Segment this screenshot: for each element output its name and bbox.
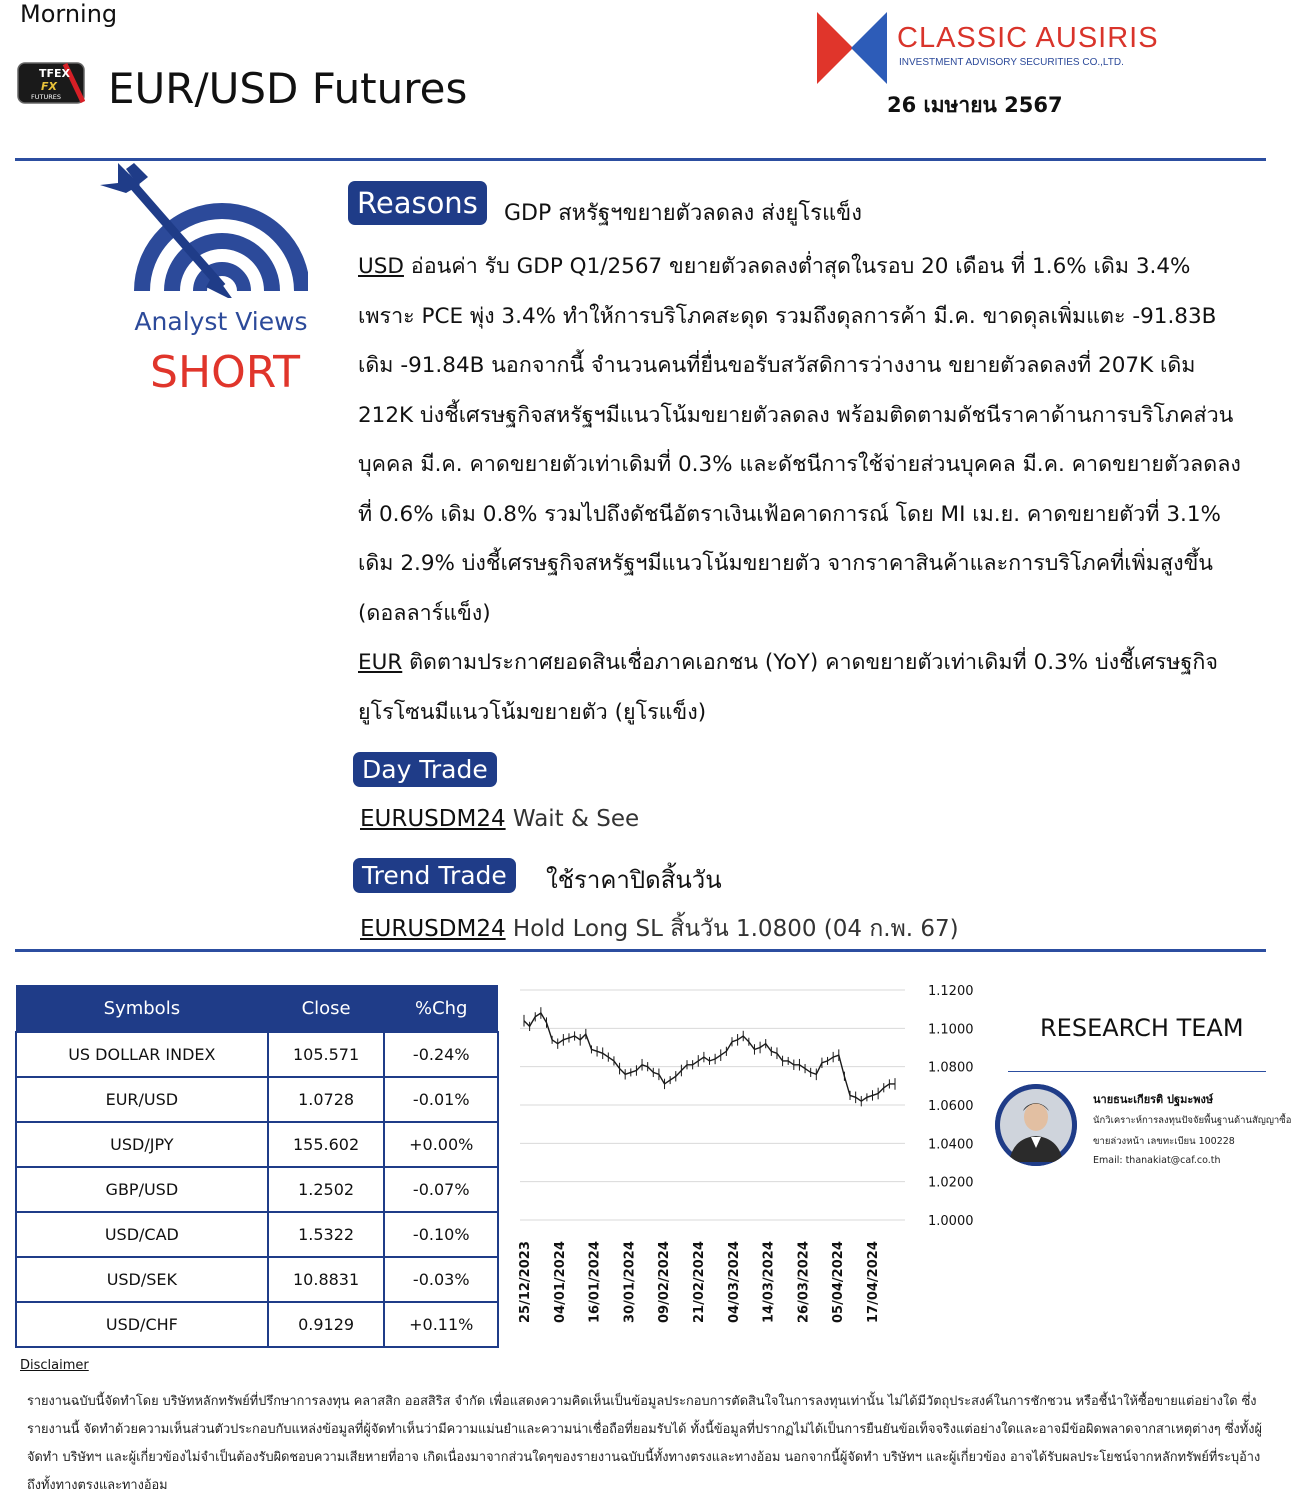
x-tick-label: 09/02/2024 <box>657 1241 673 1323</box>
tfex-logo <box>17 62 85 104</box>
day-trade-line <box>360 806 639 832</box>
reasons-pill: Reasons <box>348 181 487 225</box>
eur-symbol: EUR <box>358 650 403 675</box>
analyst-name: นายธนะเกียรติ ปฐมะพงษ์ <box>1093 1093 1214 1106</box>
trend-trade-note: ใช้ราคาปิดสิ้นวัน <box>546 866 722 894</box>
research-team-divider <box>1008 1071 1266 1072</box>
target-arrow-icon <box>96 163 308 298</box>
day-trade-action: Wait & See <box>505 806 640 832</box>
cell-close: 105.571 <box>268 1032 385 1077</box>
table-row <box>16 1032 498 1077</box>
cell-symbol: US DOLLAR INDEX <box>16 1032 268 1077</box>
x-tick-label: 21/02/2024 <box>692 1241 707 1323</box>
x-tick-label: 04/01/2024 <box>552 1241 568 1323</box>
cell-symbol: USD/JPY <box>16 1122 268 1167</box>
cell-symbol: USD/CAD <box>16 1212 268 1257</box>
y-tick-label: 1.0400 <box>928 1137 974 1153</box>
disclaimer-text: รายงานฉบับนี้จัดทำโดย บริษัทหลักทรัพย์ที่ปรึกษาการลงทุน คลาสสิก ออสสิริส จำกัด เพื่อแสดงความคิดเห็นเป็นข้อมูลประกอบการตัดสินใจในการลงทุนเท่านั้น ไม่ได้มีวัตถุประสงค์ในการชักชวน หรือชี้นำให้ซื้อขายแต่อย่างใด ซึ่งรายงานนี้ จัดทำด้วยความเห็นส่วนตัวประกอบกับแหล่งข้อมูลที่ผู้จัดทำเห็นว่ามีความแม่นยำและความน่าเชื่อถือที่ยอมรับได้ ทั้งนี้ข้อมูลที่ปรากฏไม่ได้เป็นการยืนยันข้อเท็จจริงแต่อย่างใดและอาจมีข้อผิดพลาดจากสาเหตุต่างๆ ซึ่งทั้งผู้จัดทำ บริษัทฯ และผู้เกี่ยวข้องไม่จำเป็นต้องรับผิดชอบความเสียหายที่อาจ เกิดเนื่องมาจากส่วนใดๆของรายงานฉบับนี้ทั้งทางตรงและทางอ้อม นอกจากนี้ผู้จัดทำ บริษัทฯ และผู้เกี่ยวข้อง อาจได้รับผลประโยชน์จากหลักทรัพย์ที่ระบุอ้างถึงทั้งทางตรงและทางอ้อม <box>27 1394 1262 1493</box>
cell-chg: -0.03% <box>384 1257 498 1302</box>
y-tick-label: 1.0000 <box>928 1214 974 1229</box>
usd-symbol: USD <box>358 254 404 279</box>
x-tick-label: 05/04/2024 <box>831 1241 847 1323</box>
tfex-logo-text: TFEX <box>39 67 71 80</box>
cell-chg: -0.01% <box>384 1077 498 1122</box>
cell-chg: +0.11% <box>384 1302 498 1347</box>
edition-label: Morning <box>20 0 118 28</box>
x-tick-label: 04/03/2024 <box>726 1241 742 1323</box>
cell-symbol: USD/SEK <box>16 1257 268 1302</box>
cell-chg: -0.24% <box>384 1032 498 1077</box>
analyst-avatar <box>995 1084 1077 1166</box>
reasons-headline: GDP สหรัฐฯขยายตัวลดลง ส่งยูโรแข็ง <box>504 201 862 226</box>
table-row <box>16 1302 498 1347</box>
y-tick-label: 1.1000 <box>928 1022 974 1038</box>
table-row <box>16 1257 498 1302</box>
research-team-title: RESEARCH TEAM <box>1040 1014 1244 1042</box>
day-trade-symbol: EURUSDM24 <box>360 806 506 832</box>
market-table <box>15 985 499 1348</box>
position-label: SHORT <box>150 347 300 398</box>
page-title: EUR/USD Futures <box>108 64 468 113</box>
eur-paragraph <box>358 638 1248 737</box>
fx-logo-text: FX <box>41 80 57 93</box>
cell-chg: +0.00% <box>384 1122 498 1167</box>
x-tick-label: 17/04/2024 <box>866 1241 881 1323</box>
trend-trade-pill: Trend Trade <box>353 858 516 893</box>
analyst-views-label: Analyst Views <box>134 307 308 336</box>
trend-trade-symbol: EURUSDM24 <box>360 916 506 942</box>
y-tick-label: 1.0800 <box>928 1060 974 1076</box>
x-tick-label: 16/01/2024 <box>587 1241 603 1323</box>
top-divider <box>15 158 1266 161</box>
disclaimer-title: Disclaimer <box>20 1358 89 1373</box>
x-tick-label: 30/01/2024 <box>622 1241 638 1323</box>
x-tick-label: 14/03/2024 <box>761 1241 777 1323</box>
header-chg: %Chg <box>384 985 498 1032</box>
y-tick-label: 1.0200 <box>928 1175 974 1191</box>
cell-close: 1.2502 <box>268 1167 385 1212</box>
table-row <box>16 1122 498 1167</box>
futures-logo-text: FUTURES <box>31 93 61 101</box>
x-tick-label: 25/12/2023 <box>518 1241 533 1323</box>
y-tick-label: 1.0600 <box>928 1099 974 1114</box>
analyst-email: Email: thanakiat@caf.co.th <box>1093 1155 1221 1166</box>
cell-close: 1.0728 <box>268 1077 385 1122</box>
table-row <box>16 1167 498 1212</box>
brand-subtitle: INVESTMENT ADVISORY SECURITIES CO.,LTD. <box>899 57 1124 68</box>
cell-close: 1.5322 <box>268 1212 385 1257</box>
cell-close: 10.8831 <box>268 1257 385 1302</box>
classic-ausiris-logo-icon <box>817 12 887 84</box>
usd-paragraph <box>358 242 1248 638</box>
x-tick-label: 26/03/2024 <box>796 1241 812 1323</box>
cell-close: 0.9129 <box>268 1302 385 1347</box>
cell-symbol: EUR/USD <box>16 1077 268 1122</box>
cell-symbol: USD/CHF <box>16 1302 268 1347</box>
mid-divider <box>15 949 1266 952</box>
cell-chg: -0.07% <box>384 1167 498 1212</box>
brand-name: CLASSIC AUSIRIS <box>897 22 1159 54</box>
cell-symbol: GBP/USD <box>16 1167 268 1212</box>
market-table-header <box>16 985 498 1032</box>
header-symbols: Symbols <box>16 985 268 1032</box>
y-tick-label: 1.1200 <box>928 984 974 999</box>
cell-chg: -0.10% <box>384 1212 498 1257</box>
eur-text: ติดตามประกาศยอดสินเชื่อภาคเอกชน (YoY) คาดขยายตัวเท่าเดิมที่ 0.3% บ่งชี้เศรษฐกิจยูโรโซนมีแนวโน้มขยายตัว (ยูโรแข็ง) <box>358 650 1218 725</box>
analyst-role-line1: นักวิเคราะห์การลงทุนปัจจัยพื้นฐานด้านสัญญาซื้อ <box>1093 1115 1292 1126</box>
usd-text: อ่อนค่า รับ GDP Q1/2567 ขยายตัวลดลงต่ำสุดในรอบ 20 เดือน ที่ 1.6% เดิม 3.4% เพราะ PCE พุ่ง 3.4% ทำให้การบริโภคสะดุด รวมถึงดุลการค้า มี.ค. ขาดดุลเพิ่มแตะ -91.83B เดิม -91.84B นอกจากนี้ จำนวนคนที่ยื่นขอรับสวัสดิการว่างงาน ขยายตัวลดลงที่ 207K เดิม 212K บ่งชี้เศรษฐกิจสหรัฐฯมีแนวโน้มขยายตัวลดลง พร้อมติดตามดัชนีราคาด้านการบริโภคส่วนบุคคล มี.ค. คาดขยายตัวเท่าเดิมที่ 0.3% และดัชนีการใช้จ่ายส่วนบุคคล มี.ค. คาดขยายตัวลดลงที่ 0.6% เดิม 0.8% รวมไปถึงดัชนีอัตราเงินเฟ้อคาดการณ์ โดย MI เม.ย. คาดขยายตัวที่ 3.1% เดิม 2.9% บ่งชี้เศรษฐกิจสหรัฐฯมีแนวโน้มขยายตัว จากราคาสินค้าและการบริโภคที่เพิ่มสูงขึ้น (ดอลลาร์แข็ง) <box>358 254 1241 626</box>
trend-trade-action: Hold Long SL สิ้นวัน 1.0800 (04 ก.พ. 67) <box>505 916 959 942</box>
table-row <box>16 1212 498 1257</box>
header-close: Close <box>268 985 385 1032</box>
cell-close: 155.602 <box>268 1122 385 1167</box>
table-row <box>16 1077 498 1122</box>
trend-trade-line <box>360 911 959 947</box>
eurusd-price-chart <box>510 980 990 1330</box>
day-trade-pill: Day Trade <box>353 752 497 787</box>
analyst-role-line2: ขายล่วงหน้า เลขทะเบียน 100228 <box>1093 1136 1235 1147</box>
report-date: 26 เมษายน 2567 <box>887 93 1063 117</box>
